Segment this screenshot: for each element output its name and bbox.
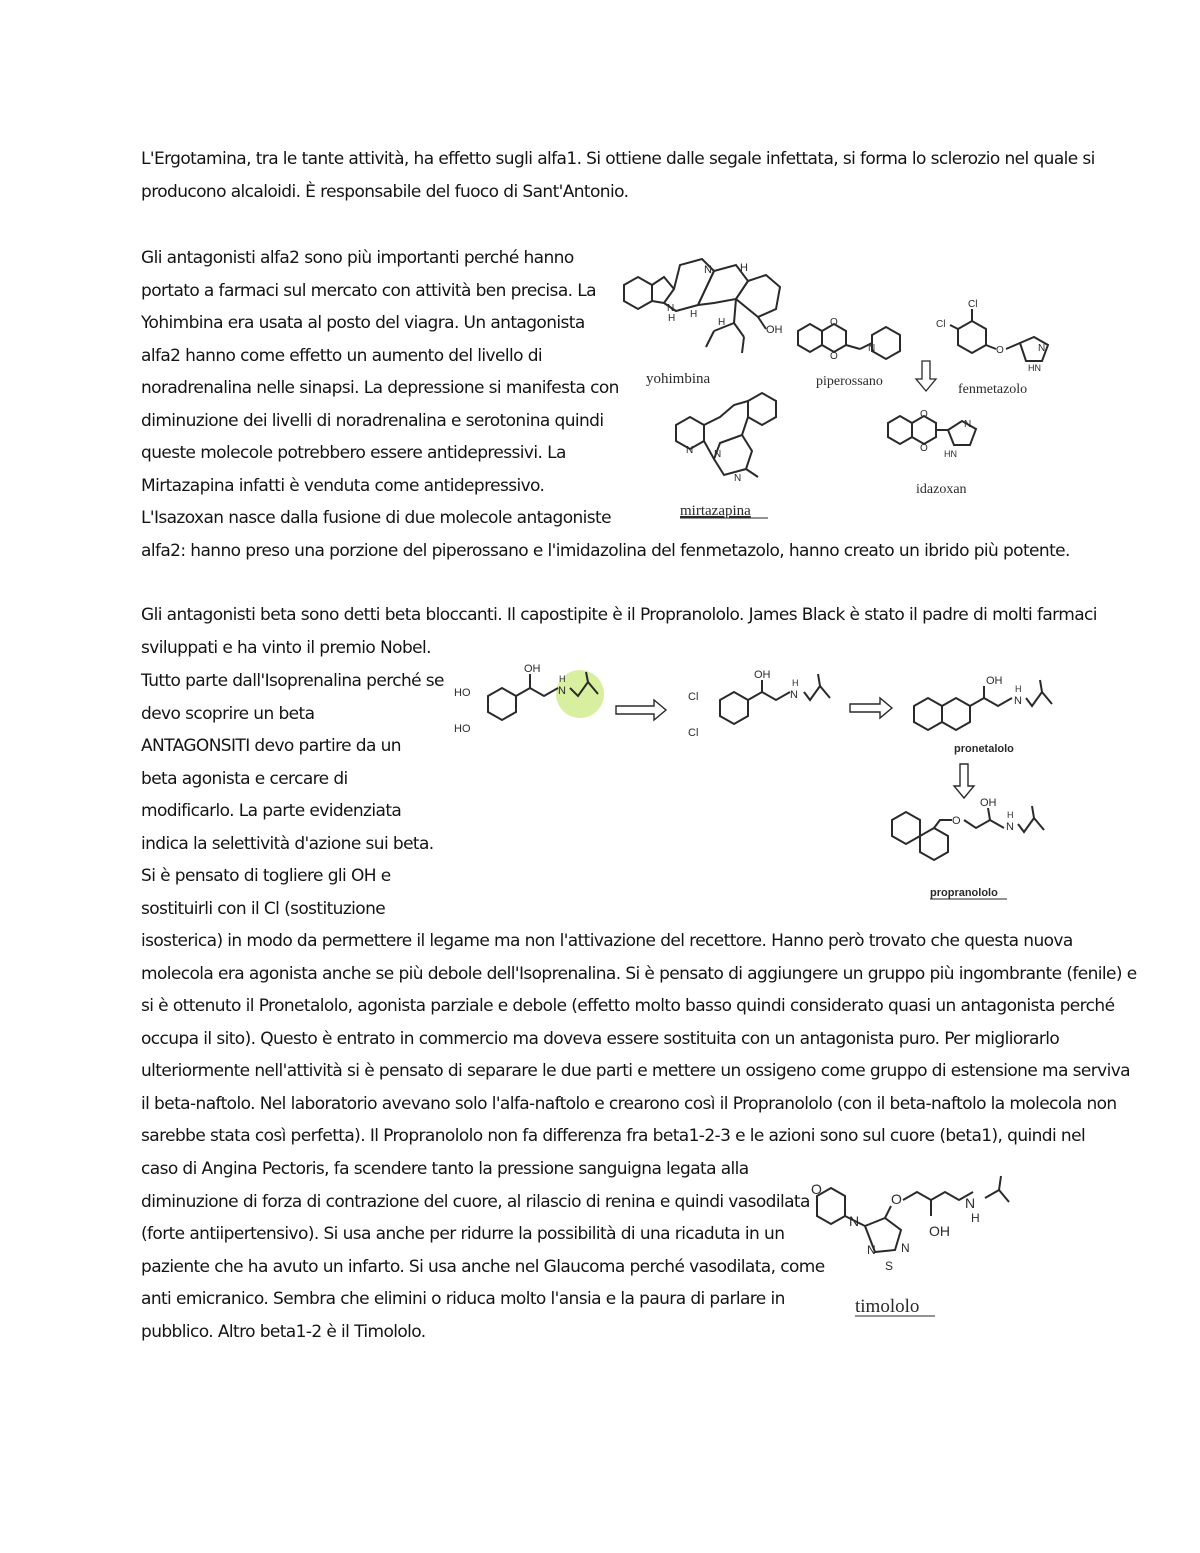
text-line: anti emicranico. Sembra che elimini o riduca molto l'ansia e la paura di parlare in [141,1289,785,1309]
pronetalolo-structure [914,680,1052,730]
label-timololo: timololo [855,1296,920,1317]
yohimbina-structure [624,259,780,353]
paragraph-beta-continuation [141,925,1137,1153]
atom-label: O [811,1181,822,1197]
text-line: devo scoprire un beta [141,703,315,724]
text-line: (forte antiipertensivo). Si usa anche per ridurre la possibilità di una ricaduta in un [141,1224,785,1244]
text-line: caso di Angina Pectoris, fa scendere tanto la pressione sanguigna legata alla [141,1159,749,1179]
text-line: Si è pensato di togliere gli OH e [141,866,391,886]
atom-label: H [971,1211,980,1225]
atom-label: OH [986,675,1003,687]
atom-label: OH [766,324,783,336]
atom-label: O [952,815,961,827]
figure-alfa2-antagonists [610,245,1070,530]
text-line: sostituirli con il Cl (sostituzione [141,898,386,919]
atom-label: N [901,1241,910,1255]
text-line: diminuzione dei livelli di noradrenalina e serotonina quindi [141,410,604,431]
atom-label: H [718,317,726,328]
atom-label: N [1006,821,1014,833]
text-line: portato a farmaci sul mercato con attività ben precisa. La [141,280,596,301]
text-line: Gli antagonisti beta sono detti beta bloccanti. Il capostipite è il Propranololo. James Black è stato il padre di molti farmaci [141,605,1097,625]
label-fenmetazolo: fenmetazolo [958,382,1028,397]
atom-label: HN [1028,363,1041,373]
text-line: si è ottenuto il Pronetalolo, agonista parziale e debole (effetto molto basso quindi considerato quasi un antagonista perché [141,996,1115,1016]
text-line: alfa2: hanno preso una porzione del piperossano e l'imidazolina del fenmetazolo, hanno creato un ibrido più potente. [141,540,1070,561]
atom-label: Cl [968,299,978,310]
atom-label: N [1038,343,1046,354]
atom-label: N [558,685,566,697]
text-line: alfa2 hanno come effetto un aumento del livello di [141,345,543,366]
text-line: Gli antagonisti alfa2 sono più importanti perché hanno [141,248,574,268]
atom-label: H [559,674,566,684]
atom-label: H [668,313,676,324]
text-line: ulteriormente nell'attività si è pensato di separare le due parti e mettere un ossigeno come gruppo di estensione ma serviva [141,1061,1130,1081]
atom-label: O [830,351,838,362]
atom-label: OH [524,663,541,675]
paragraph-timolol [141,1153,825,1348]
text-line: Yohimbina era usata al posto del viagra. Un antagonista [141,313,585,333]
label-pronetalolo: pronetalolo [954,743,1014,755]
atom-label: O [920,443,928,454]
label-idazoxan: idazoxan [916,482,967,497]
atom-label: Cl [688,727,699,739]
atom-label: S [885,1259,894,1273]
text-line: producono alcaloidi. È responsabile del fuoco di Sant'Antonio. [141,181,629,202]
timololo-structure [817,1176,1009,1252]
atom-label: HN [944,449,957,459]
arrow-down-icon [954,764,974,798]
label-yohimbina: yohimbina [646,371,711,387]
text-line: molecola era agonista anche se più debole dell'Isoprenalina. Si è pensato di aggiungere un gruppo più ingombrante (fenile) e [141,963,1137,984]
arrow-right-icon [850,698,892,718]
text-line: noradrenalina nelle sinapsi. La depressione si manifesta con [141,378,619,398]
atom-label: N [714,449,722,460]
propranololo-structure [892,806,1044,860]
atom-label: Cl [936,319,946,330]
text-line: beta agonista e cercare di [141,768,348,789]
atom-label: HO [454,723,471,735]
atom-label: H [792,678,799,688]
arrow-down-icon [916,361,936,391]
text-line: paziente che ha avuto un infarto. Si usa anche nel Glaucoma perché vasodilata, come [141,1256,825,1277]
text-line: ANTAGONSITI devo partire da un [141,736,401,756]
atom-label: N [964,419,972,430]
paragraph-beta-intro [141,599,1097,664]
text-line: sarebbe stata così perfetta). Il Propranololo non fa differenza fra beta1-2-3 e le azioni sono sul cuore (beta1), quindi nel [141,1126,1086,1146]
arrow-right-icon [616,700,666,720]
atom-label: N [868,343,876,354]
atom-label: H [1015,684,1022,694]
text-line: indica la selettività d'azione sui beta. [141,833,434,854]
text-line: sviluppati e ha vinto il premio Nobel. [141,637,431,658]
text-line: Tutto parte dall'Isoprenalina perché se [141,671,444,691]
atom-label: N [790,689,798,701]
atom-label: N [686,445,694,456]
label-mirtazapina: mirtazapina [680,503,751,519]
text-line: il beta-naftolo. Nel laboratorio avevano solo l'alfa-naftolo e crearono così il Propranololo (con il beta-naftolo la molecola non [141,1093,1117,1114]
piperossano-structure [798,324,900,359]
atom-label: OH [980,797,997,809]
text-line: diminuzione di forza di contrazione del cuore, al rilascio di renina e quindi vasodilata [141,1191,810,1212]
text-line: L'Ergotamina, tra le tante attività, ha effetto sugli alfa1. Si ottiene dalle segale infettata, si forma lo sclerozio nel quale si [141,149,1095,169]
atom-label: N [965,1195,976,1211]
atom-label: O [920,409,928,420]
text-line: queste molecole potrebbero essere antidepressivi. La [141,443,566,463]
mirtazapina-structure [676,393,776,477]
text-line: Mirtazapina infatti è venduta come antidepressivo. [141,475,545,496]
idazoxan-structure [888,416,976,445]
label-piperossano: piperossano [816,374,883,389]
atom-label: O [891,1191,902,1207]
paragraph-ergotamina [141,143,1095,208]
atom-label: H [1007,810,1014,820]
atom-label: N [734,473,742,484]
text-line: modificarlo. La parte evidenziata [141,801,402,821]
atom-label: N [867,1243,876,1257]
atom-label: OH [754,669,771,681]
atom-label: N [849,1213,860,1229]
atom-label: HO [454,687,471,699]
label-propranololo: propranololo [930,887,998,899]
atom-label: N [704,264,712,276]
text-line: pubblico. Altro beta1-2 è il Timololo. [141,1321,426,1342]
atom-label: Cl [688,691,699,703]
atom-label: N [1014,695,1022,707]
text-line: L'Isazoxan nasce dalla fusione di due molecole antagoniste [141,508,611,528]
text-line: isosterica) in modo da permettere il legame ma non l'attivazione del recettore. Hanno però trovato che questa nuova [141,931,1073,951]
figure-timololo [805,1168,1035,1328]
atom-label: OH [929,1223,950,1239]
dicloroisoprenalina-structure [720,674,830,724]
paragraph-beta-side [141,665,444,925]
figure-beta-blockers [448,660,1058,910]
text-line: occupa il sito). Questo è entrato in commercio ma doveva essere sostituita con un antagonista puro. Per migliorarlo [141,1028,1060,1049]
atom-label: H [740,262,748,274]
atom-label: O [996,345,1004,356]
atom-label: N [667,303,675,314]
atom-label: H [690,309,698,320]
atom-label: O [830,317,838,328]
